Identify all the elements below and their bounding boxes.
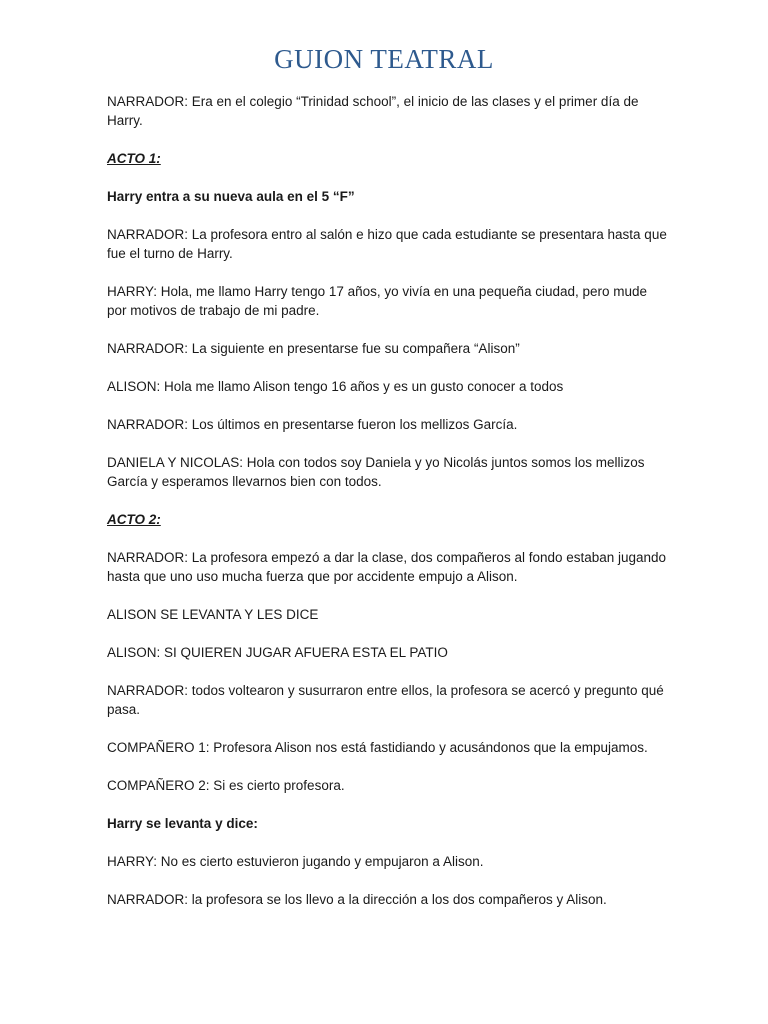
paragraph-narrador-susurraron: NARRADOR: todos voltearon y susurraron entre ellos, la profesora se acercó y pregunto qué pasa. [107, 683, 664, 717]
paragraph-daniela-nicolas: DANIELA Y NICOLAS: Hola con todos soy Daniela y yo Nicolás juntos somos los mellizos García y esperamos llevarnos bien con todos. [107, 455, 645, 489]
script-body [107, 92, 667, 909]
stage-direction-harry-se-levanta: Harry se levanta y dice: [107, 816, 258, 831]
paragraph-harry-presentacion: HARRY: Hola, me llamo Harry tengo 17 años, yo vivía en una pequeña ciudad, pero mude por motivos de trabajo de mi padre. [107, 284, 648, 318]
paragraph-alison-patio: ALISON: SI QUIEREN JUGAR AFUERA ESTA EL PATIO [107, 645, 448, 660]
paragraph-alison-presentacion: ALISON: Hola me llamo Alison tengo 16 años y es un gusto conocer a todos [107, 379, 564, 394]
paragraph-narrador-mellizos: NARRADOR: Los últimos en presentarse fueron los mellizos García. [107, 417, 518, 432]
heading-acto-2: ACTO 2: [107, 512, 161, 527]
paragraph-harry-no-es-cierto: HARRY: No es cierto estuvieron jugando y empujaron a Alison. [107, 854, 484, 869]
paragraph-narrador-direccion: NARRADOR: la profesora se los llevo a la dirección a los dos compañeros y Alison. [107, 892, 607, 907]
paragraph-narrador-intro: NARRADOR: Era en el colegio “Trinidad school”, el inicio de las clases y el primer día de Harry. [107, 94, 639, 128]
paragraph-alison-se-levanta: ALISON SE LEVANTA Y LES DICE [107, 607, 319, 622]
document-title: GUION TEATRAL [274, 44, 494, 74]
paragraph-narrador-clase: NARRADOR: La profesora empezó a dar la clase, dos compañeros al fondo estaban jugando hasta que uno uso mucha fuerza que por accidente empujo a Alison. [107, 550, 667, 584]
heading-acto-1: ACTO 1: [107, 151, 161, 166]
paragraph-narrador-profesora: NARRADOR: La profesora entro al salón e hizo que cada estudiante se presentara hasta que fue el turno de Harry. [107, 227, 667, 261]
paragraph-narrador-alison: NARRADOR: La siguiente en presentarse fue su compañera “Alison” [107, 341, 520, 356]
stage-direction-harry-entra: Harry entra a su nueva aula en el 5 “F” [107, 189, 355, 204]
paragraph-companero-1: COMPAÑERO 1: Profesora Alison nos está fastidiando y acusándonos que la empujamos. [107, 740, 648, 755]
paragraph-companero-2: COMPAÑERO 2: Si es cierto profesora. [107, 778, 345, 793]
